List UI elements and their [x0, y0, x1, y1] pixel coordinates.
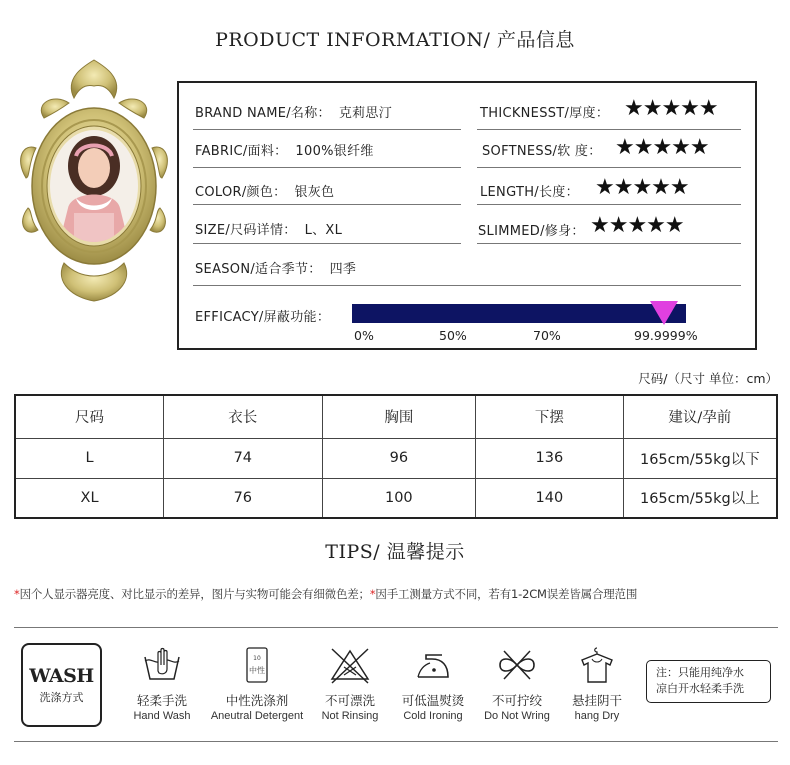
care-hang-dry: [545, 645, 649, 722]
care-neutral-detergent: [205, 645, 309, 722]
header-size: 尺码: [15, 395, 164, 438]
fabric-value: 100%银纤维: [295, 144, 374, 159]
thickness-label: THICKNESST/厚度：: [480, 106, 610, 121]
size-label: SIZE/尺码详情：: [195, 223, 297, 238]
fabric-label: FABRIC/面料：: [195, 144, 288, 159]
size-field: [195, 219, 342, 238]
efficacy-bar: [352, 304, 686, 323]
wash-logo: [21, 643, 102, 727]
table-cell: 165cm/55kg以下: [623, 438, 777, 478]
header-bust: 胸围: [322, 395, 476, 438]
color-label: COLOR/颜色：: [195, 185, 287, 200]
no-bleach-icon: [329, 645, 371, 685]
brand-value: 克莉思汀: [338, 106, 393, 121]
efficacy-tick-max: 99.9999%: [634, 328, 698, 343]
color-field: [195, 181, 334, 200]
svg-text:10: 10: [253, 655, 261, 662]
efficacy-tick-70: 70%: [533, 328, 561, 343]
product-info-title: PRODUCT INFORMATION/ 产品信息: [215, 29, 575, 51]
model-portrait-image: [14, 58, 174, 302]
table-cell: 140: [476, 478, 624, 518]
care-label-en: hang Dry: [574, 710, 620, 722]
color-value: 银灰色: [294, 185, 335, 200]
wash-note-line-2: 凉白开水轻柔手洗: [656, 682, 744, 695]
table-cell: 165cm/55kg以上: [623, 478, 777, 518]
care-label-cn: 不可漂洗: [324, 693, 375, 708]
brand-label: BRAND NAME/名称：: [195, 106, 331, 121]
tips-text-1: 因个人显示器亮度、对比显示的差异，图片与实物可能会有细微色差；: [19, 587, 370, 601]
length-label: LENGTH/长度：: [480, 185, 579, 200]
care-hand-wash: [110, 645, 214, 722]
fabric-field: [195, 140, 374, 159]
efficacy-label: EFFICACY/屏蔽功能：: [195, 310, 331, 325]
table-cell: 76: [164, 478, 323, 518]
thickness-stars: ★★★★★: [624, 96, 718, 121]
slimmed-stars: ★★★★★: [590, 213, 684, 238]
wash-logo-subtitle: 洗涤方式: [39, 691, 84, 704]
table-row: [15, 438, 777, 478]
no-wring-icon: [496, 645, 538, 685]
care-label-cn: 悬挂阴干: [571, 693, 622, 708]
unit-note: 尺码/（尺寸 单位：cm）: [638, 371, 778, 386]
length-stars: ★★★★★: [595, 175, 689, 200]
tips-title: TIPS/ 温馨提示: [325, 541, 465, 563]
care-label-cn: 可低温熨烫: [401, 693, 465, 708]
tips-star-1: *: [14, 587, 20, 601]
care-label-en: Aneutral Detergent: [210, 710, 304, 722]
hang-dry-icon: [576, 645, 618, 685]
care-label-en: Do Not Wring: [484, 710, 550, 722]
efficacy-tick-0: 0%: [354, 328, 374, 343]
hand-wash-icon: [141, 645, 183, 685]
care-label-en: Hand Wash: [133, 710, 191, 722]
product-info-panel: [177, 81, 757, 350]
season-label: SEASON/适合季节：: [195, 262, 322, 277]
wash-logo-title: WASH: [29, 665, 94, 687]
softness-label: SOFTNESS/软 度：: [482, 144, 602, 159]
table-cell: 74: [164, 438, 323, 478]
header-length: 衣长: [164, 395, 323, 438]
wash-note: [646, 660, 771, 703]
brand-field: [195, 102, 392, 121]
header-hem: 下摆: [476, 395, 624, 438]
wash-note-line-1: 注：只能用纯净水: [656, 666, 744, 679]
care-label-cn: 不可拧绞: [491, 693, 542, 708]
size-value: L、XL: [304, 223, 343, 238]
care-label-en: Cold Ironing: [403, 710, 463, 722]
efficacy-tick-50: 50%: [439, 328, 467, 343]
header-suggest: 建议/孕前: [623, 395, 777, 438]
tips-text-2: 因手工测量方式不同，若有1-2CM误差皆属合理范围: [375, 587, 638, 601]
care-label-en: Not Rinsing: [321, 710, 379, 722]
table-cell: 136: [476, 438, 624, 478]
tips-text: [14, 586, 637, 602]
wash-top-divider: [14, 627, 778, 628]
neutral-detergent-icon: [236, 645, 278, 685]
slimmed-label: SLIMMED/修身：: [478, 224, 585, 239]
efficacy-marker: [650, 301, 678, 325]
care-label-cn: 轻柔手洗: [136, 693, 187, 708]
table-cell: XL: [15, 478, 164, 518]
care-label-cn: 中性洗涤剂: [225, 693, 289, 708]
table-cell: L: [15, 438, 164, 478]
wash-bottom-divider: [14, 741, 778, 742]
table-row: [15, 478, 777, 518]
cold-iron-icon: [412, 645, 454, 685]
softness-stars: ★★★★★: [615, 135, 709, 160]
table-cell: 96: [322, 438, 476, 478]
season-field: [195, 258, 356, 277]
size-table: [14, 394, 778, 519]
svg-text:中性: 中性: [249, 666, 265, 675]
table-cell: 100: [322, 478, 476, 518]
season-value: 四季: [329, 262, 357, 277]
tips-star-2: *: [369, 587, 376, 601]
table-header-row: [15, 395, 777, 438]
